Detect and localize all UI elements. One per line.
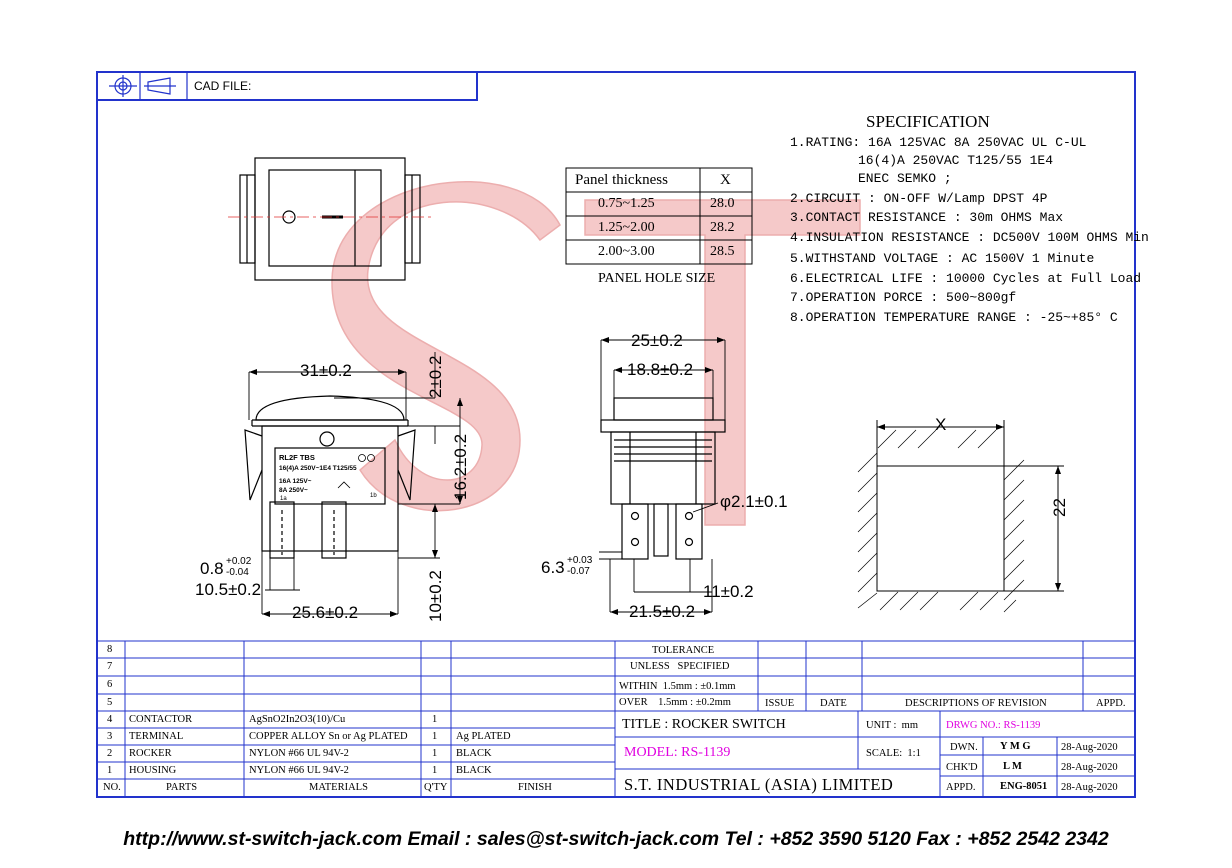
bom-row-no: 7 [107,661,113,672]
spec-line: 16(4)A 250VAC T125/55 1E4 [858,153,1054,168]
dimension-label: 31±0.2 [300,361,352,380]
panel-table-header: Panel thickness [575,172,668,188]
spec-line: 7.OPERATION PORCE : 500~800gf [790,290,1017,305]
bom-row-no: 1 [107,765,113,776]
bom-row-no: 3 [107,731,113,742]
bom-header: MATERIALS [309,782,368,793]
panel-hatch [858,430,1024,612]
drawing-scale: SCALE: 1:1 [866,748,921,759]
spec-line: 1.RATING: 16A 125VAC 8A 250VAC UL C-UL [790,135,1087,150]
panel-table-cell: 1.25~2.00 [598,220,655,235]
company-name: S.T. INDUSTRIAL (ASIA) LIMITED [624,775,894,794]
bom-row-no: 5 [107,697,113,708]
dimension-label: 21.5±0.2 [629,602,696,621]
dwn-date: 28-Aug-2020 [1061,742,1118,753]
spec-line: 6.ELECTRICAL LIFE : 10000 Cycles at Full Load [790,271,1142,286]
bom-qty: 1 [432,731,438,742]
spec-line: ENEC SEMKO ; [858,171,952,186]
bom-material: AgSnO2In2O3(10)/Cu [249,714,346,725]
appd-date: 28-Aug-2020 [1061,782,1118,793]
tolerance-within: WITHIN 1.5mm : ±0.1mm [619,681,736,692]
dimension-label: 25.6±0.2 [292,603,359,622]
spec-line: 3.CONTACT RESISTANCE : 30m OHMS Max [790,210,1064,225]
bom-qty: 1 [432,714,438,725]
appd-label: APPD. [946,782,976,793]
panel-table-cell: 28.5 [710,244,735,259]
revision-descriptions: DESCRIPTIONS OF REVISION [905,698,1047,709]
panel-table-cell: 2.00~3.00 [598,244,655,259]
bom-row-no: 8 [107,644,113,655]
rocker-label-text: RL2F TBS [279,453,315,462]
dimension-label: 22 [1050,498,1069,517]
drawing-unit: UNIT : mm [866,720,919,731]
dimension-tolerance: +0.02 [226,556,252,567]
contact-footer: http://www.st-switch-jack.com Email : sales@st-switch-jack.com Tel : +852 3590 5120 Fax : +852 2542 2342 [123,828,1109,850]
spec-line: 4.INSULATION RESISTANCE : DC500V 100M OHMS Min [790,230,1149,245]
dimension-label: 10.5±0.2 [195,580,262,599]
bom-finish: Ag PLATED [456,731,511,742]
dimension-label: 16.2±0.2 [451,433,470,500]
panel-table-cell: 28.2 [710,220,735,235]
panel-hole-drawing [877,420,1064,591]
bom-header: FINISH [518,782,552,793]
dimension-tolerance: +0.03 [567,555,593,566]
projection-symbol-icon [109,75,176,97]
spec-line: 2.CIRCUIT : ON-OFF W/Lamp DPST 4P [790,191,1048,206]
bom-row-no: 6 [107,679,113,690]
rocker-label-text: 16A 125V~ [279,478,312,485]
bom-qty: 1 [432,748,438,759]
panel-table-header: X [720,172,731,188]
panel-table-cell: 28.0 [710,196,735,211]
panel-table-cell: 0.75~1.25 [598,196,655,211]
rocker-pin-label: 1b [370,493,377,499]
tolerance-subtitle: UNLESS SPECIFIED [630,661,730,672]
dwn-value: Y M G [1000,741,1031,752]
bom-part: CONTACTOR [129,714,193,725]
dimension-tolerance: -0.04 [226,567,249,578]
bom-header: PARTS [166,782,198,793]
bom-material: COPPER ALLOY Sn or Ag PLATED [249,731,408,742]
spec-title: SPECIFICATION [866,112,990,131]
dimension-label: φ2.1±0.1 [720,492,788,511]
bom-row-no: 2 [107,748,113,759]
spec-line: 8.OPERATION TEMPERATURE RANGE : -25~+85° C [790,310,1118,325]
dwn-label: DWN. [950,742,978,753]
rocker-label-text: 16(4)A 250V~1E4 T125/55 [279,465,357,472]
chk-value: L M [1003,761,1022,772]
panel-table-caption: PANEL HOLE SIZE [598,271,716,286]
revision-issue: ISSUE [765,698,795,709]
chk-date: 28-Aug-2020 [1061,762,1118,773]
bom-finish: BLACK [456,765,492,776]
drawing-model: MODEL: RS-1139 [624,745,731,760]
dimension-label: 11±0.2 [703,582,754,601]
st-watermark [332,182,860,525]
drawing-number: DRWG NO.: RS-1139 [946,720,1041,731]
dimension-label: 0.8 [200,559,224,578]
tolerance-over: OVER 1.5mm : ±0.2mm [619,697,731,708]
bom-part: TERMINAL [129,731,184,742]
dimension-label: 6.3 [541,558,565,577]
appd-value: ENG-8051 [1000,781,1048,792]
bom-material: NYLON #66 UL 94V-2 [249,748,349,759]
drawing-title: TITLE : ROCKER SWITCH [622,717,786,732]
top-view-switch [228,158,432,280]
dimension-tolerance: -0.07 [567,566,590,577]
dimension-label: 10±0.2 [426,570,445,622]
cad-file-label: CAD FILE: [194,79,252,93]
rocker-label-text: 8A 250V~ [279,487,308,494]
tolerance-title: TOLERANCE [652,645,715,656]
dimension-label: 18.8±0.2 [627,360,694,379]
dimension-label: 25±0.2 [631,331,683,350]
revision-appd: APPD. [1096,698,1126,709]
bom-header: NO. [103,782,121,793]
rocker-pin-label: 1a [280,496,287,502]
bom-row-no: 4 [107,714,113,725]
chk-label: CHK'D [946,762,978,773]
revision-date: DATE [820,698,847,709]
bom-qty: 1 [432,765,438,776]
dimension-label: 2±0.2 [426,355,445,398]
dimension-label: X [935,415,947,434]
spec-line: 5.WITHSTAND VOLTAGE : AC 1500V 1 Minute [790,251,1095,266]
bom-part: ROCKER [129,748,172,759]
bom-header: Q'TY [424,782,448,793]
bom-part: HOUSING [129,765,177,776]
bom-finish: BLACK [456,748,492,759]
bom-material: NYLON #66 UL 94V-2 [249,765,349,776]
